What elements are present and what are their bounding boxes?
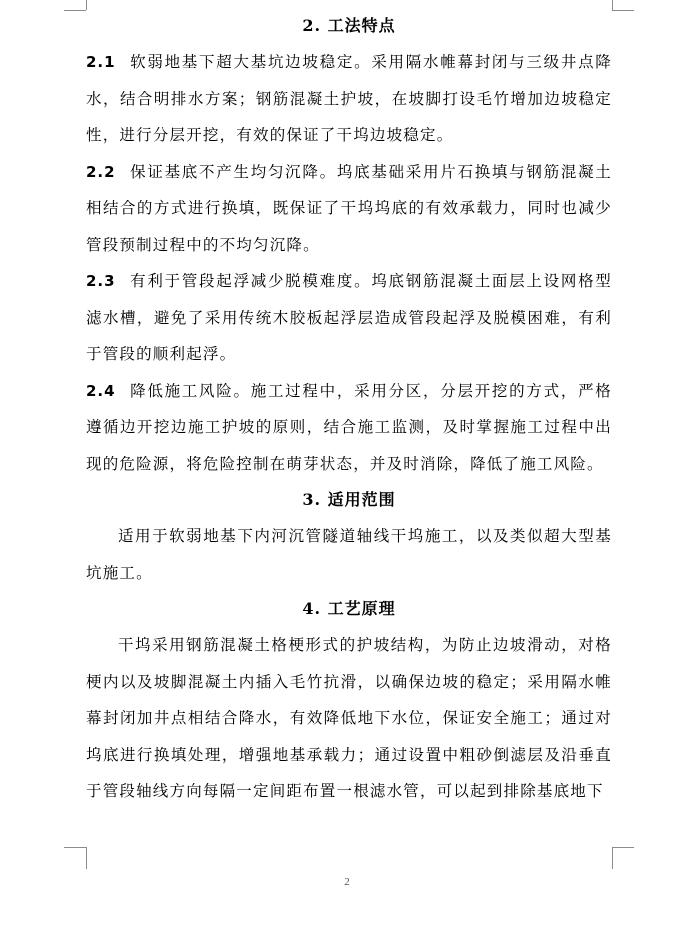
crop-mark-top-right-horizontal xyxy=(612,10,634,11)
crop-mark-top-left-horizontal xyxy=(64,10,86,11)
feature-item-text: 软弱地基下超大基坑边坡稳定。采用隔水帷幕封闭与三级井点降水，结合明排水方案；钢筋混凝土护坡，在坡脚打设毛竹增加边坡稳定性，进行分层开挖，有效的保证了干坞边坡稳定。 xyxy=(86,53,612,144)
feature-item xyxy=(86,373,612,483)
feature-item-text: 降低施工风险。施工过程中，采用分区，分层开挖的方式，严格遵循边开挖边施工护坡的原则，结合施工监测，及时掌握施工过程中出现的危险源，将危险控制在萌芽状态，并及时消除，降低了施工风险。 xyxy=(86,381,612,473)
crop-mark-bottom-right-horizontal xyxy=(612,847,634,848)
feature-item xyxy=(86,154,612,264)
feature-item xyxy=(86,44,612,154)
section-heading-principle: 4. 工艺原理 xyxy=(302,599,396,618)
crop-mark-top-right-vertical xyxy=(612,0,613,10)
crop-mark-bottom-left-vertical xyxy=(86,847,87,869)
feature-item-text: 有利于管段起浮减少脱模难度。坞底钢筋混凝土面层上设网格型滤水槽，避免了采用传统木胶板起浮层造成管段起浮及脱模困难，有利于管段的顺利起浮。 xyxy=(86,272,612,363)
feature-item-number: 2.3 xyxy=(86,272,116,290)
principle-paragraph: 干坞采用钢筋混凝土格梗形式的护坡结构，为防止边坡滑动，对格梗内以及坡脚混凝土内插入毛竹抗滑，以确保边坡的稳定；采用隔水帷幕封闭加井点相结合降水，有效降低地下水位，保证安全施工；通过对坞底进行换填处理，增强地基承载力；通过设置中粗砂倒滤层及沿垂直于管段轴线方向每隔一定间距布置一根滤水管，可以起到排除基底地下 xyxy=(86,636,612,800)
crop-mark-bottom-left-horizontal xyxy=(64,847,86,848)
document-body xyxy=(86,8,612,810)
feature-item-number: 2.1 xyxy=(86,53,116,71)
section-heading-scope: 3. 适用范围 xyxy=(302,490,396,509)
section-heading-features: 2. 工法特点 xyxy=(302,16,396,35)
page-number: 2 xyxy=(344,876,350,888)
feature-item xyxy=(86,263,612,373)
crop-mark-bottom-right-vertical xyxy=(612,847,613,869)
feature-item-number: 2.4 xyxy=(86,381,116,400)
scope-paragraph: 适用于软弱地基下内河沉管隧道轴线干坞施工，以及类似超大型基坑施工。 xyxy=(86,527,612,582)
feature-item-number: 2.2 xyxy=(86,162,116,181)
feature-item-text: 保证基底不产生均匀沉降。坞底基础采用片石换填与钢筋混凝土相结合的方式进行换填，既保证了干坞坞底的有效承载力，同时也减少管段预制过程中的不均匀沉降。 xyxy=(86,162,612,254)
